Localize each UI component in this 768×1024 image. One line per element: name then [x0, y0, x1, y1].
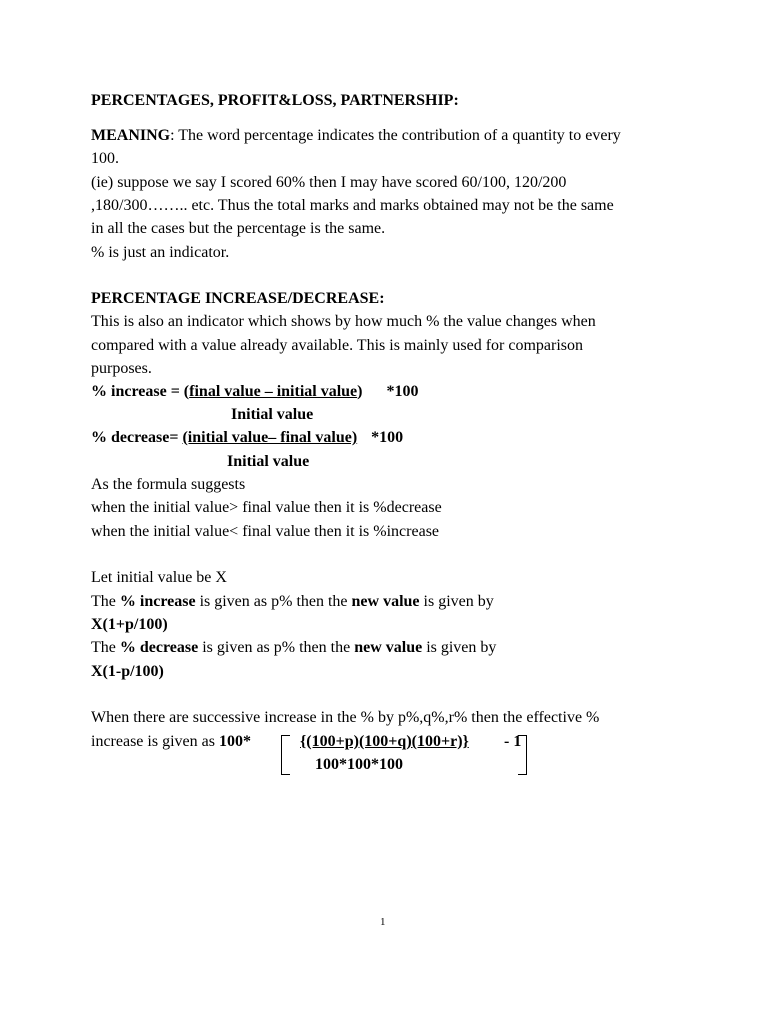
decrease-times: *100: [371, 429, 404, 446]
right-bracket: [518, 735, 527, 775]
decrease-new-value-formula: X(1-p/100): [91, 663, 164, 680]
as-formula-line: As the formula suggests: [91, 476, 246, 493]
increase-close: ): [357, 383, 363, 400]
text: is given as p% then the: [198, 639, 355, 656]
successive-numerator: {(100+p)(100+q)(100+r)}: [300, 733, 469, 750]
increase-times: *100: [386, 383, 419, 400]
text: is given as p% then the: [195, 593, 352, 610]
successive-minus-one: - 1: [504, 733, 522, 750]
bold-decrease: % decrease: [119, 639, 199, 656]
decrease-denominator: Initial value: [227, 453, 310, 470]
increase-numerator: final value – initial value: [189, 383, 358, 400]
bold-increase: % increase: [119, 593, 196, 610]
section-heading-percentage-change: PERCENTAGE INCREASE/DECREASE:: [91, 290, 385, 307]
meaning-label: MEANING: [91, 127, 171, 144]
pid-line-3: purposes.: [91, 360, 152, 377]
decrease-prefix: % decrease=: [91, 429, 183, 446]
meaning-line-5: in all the cases but the percentage is the same.: [91, 220, 386, 237]
decrease-numerator: (initial value– final value): [182, 429, 358, 446]
successive-denominator: 100*100*100: [315, 756, 403, 773]
bold-new-value: new value: [354, 639, 423, 656]
meaning-line-4: ,180/300…….. etc. Thus the total marks and marks obtained may not be the same: [91, 197, 614, 214]
meaning-line-2: 100.: [91, 150, 119, 167]
text: The: [91, 639, 120, 656]
when-increase-line: when the initial value< final value then it is %increase: [91, 523, 440, 540]
text: is given by: [422, 639, 497, 656]
text: increase is given as: [91, 733, 219, 750]
decrease-formula: [91, 428, 403, 448]
page-title: PERCENTAGES, PROFIT&LOSS, PARTNERSHIP:: [91, 92, 459, 109]
pid-line-2: compared with a value already available. This is mainly used for comparison: [91, 337, 583, 354]
page-number: 1: [380, 916, 386, 928]
decrease-new-value-line: [91, 638, 496, 658]
text: The: [91, 593, 120, 610]
meaning-text: : The word percentage indicates the contribution of a quantity to every: [170, 127, 621, 144]
left-bracket: [281, 735, 290, 775]
meaning-line-1: [91, 126, 621, 146]
successive-line-2: [91, 732, 251, 752]
increase-denominator: Initial value: [231, 406, 314, 423]
increase-formula: [91, 382, 418, 402]
bold-new-value: new value: [351, 593, 420, 610]
increase-prefix: % increase = (: [91, 383, 190, 400]
increase-new-value-line: [91, 592, 494, 612]
successive-line-1: When there are successive increase in the % by p%,q%,r% then the effective %: [91, 709, 600, 726]
pid-line-1: This is also an indicator which shows by how much % the value changes when: [91, 313, 596, 330]
meaning-line-3: (ie) suppose we say I scored 60% then I may have scored 60/100, 120/200: [91, 174, 567, 191]
meaning-line-6: % is just an indicator.: [91, 244, 230, 261]
multiplier: 100*: [218, 733, 251, 750]
when-decrease-line: when the initial value> final value then it is %decrease: [91, 499, 442, 516]
let-line: Let initial value be X: [91, 569, 227, 586]
text: is given by: [419, 593, 494, 610]
increase-new-value-formula: X(1+p/100): [91, 616, 168, 633]
